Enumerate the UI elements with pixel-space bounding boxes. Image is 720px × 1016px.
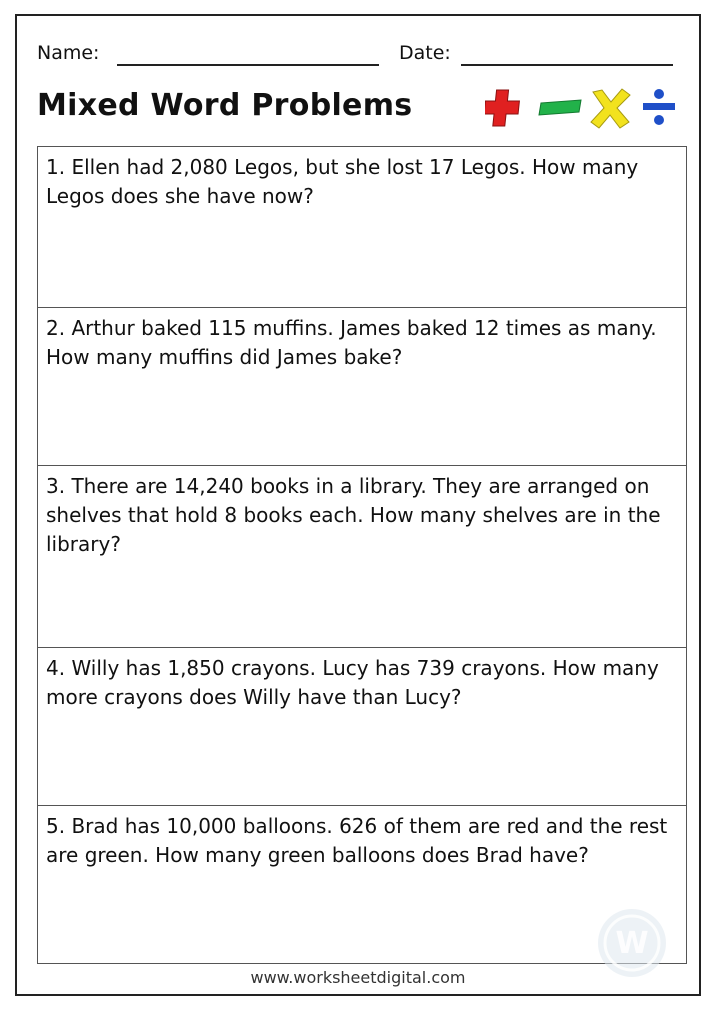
problem-box-3: [38, 465, 686, 647]
problem-box-1: [38, 147, 686, 307]
problem-box-2: [38, 307, 686, 465]
divide-icon: [643, 89, 675, 125]
minus-icon: [539, 100, 581, 115]
page-title: Mixed Word Problems: [37, 88, 413, 123]
problem-text: 5. Brad has 10,000 balloons. 626 of them are red and the rest are green. How many green balloons does Brad have?: [46, 814, 668, 867]
name-label: Name:: [37, 42, 100, 64]
worksheet-page: [15, 14, 701, 996]
problems-table: [37, 146, 687, 964]
problem-text: 4. Willy has 1,850 crayons. Lucy has 739 crayons. How many more crayons does Willy have than Lucy?: [46, 656, 659, 709]
date-label: Date:: [399, 42, 451, 64]
plus-icon: [485, 90, 521, 126]
date-field-line[interactable]: [461, 64, 673, 66]
student-info-row: [37, 40, 677, 70]
math-operations-icons: [485, 86, 685, 130]
problem-box-5: [38, 805, 686, 963]
website-footer[interactable]: www.worksheetdigital.com: [250, 968, 466, 987]
name-field-line[interactable]: [117, 64, 379, 66]
times-icon: [591, 89, 630, 128]
problem-text: 3. There are 14,240 books in a library. They are arranged on shelves that hold 8 books each. How many shelves are in the library?: [46, 474, 661, 556]
logo-letter: W: [615, 926, 649, 961]
problem-text: 1. Ellen had 2,080 Legos, but she lost 17 Legos. How many Legos does she have now?: [46, 155, 639, 208]
problem-box-4: [38, 647, 686, 805]
problem-text: 2. Arthur baked 115 muffins. James baked 12 times as many. How many muffins did James bake?: [46, 316, 657, 369]
